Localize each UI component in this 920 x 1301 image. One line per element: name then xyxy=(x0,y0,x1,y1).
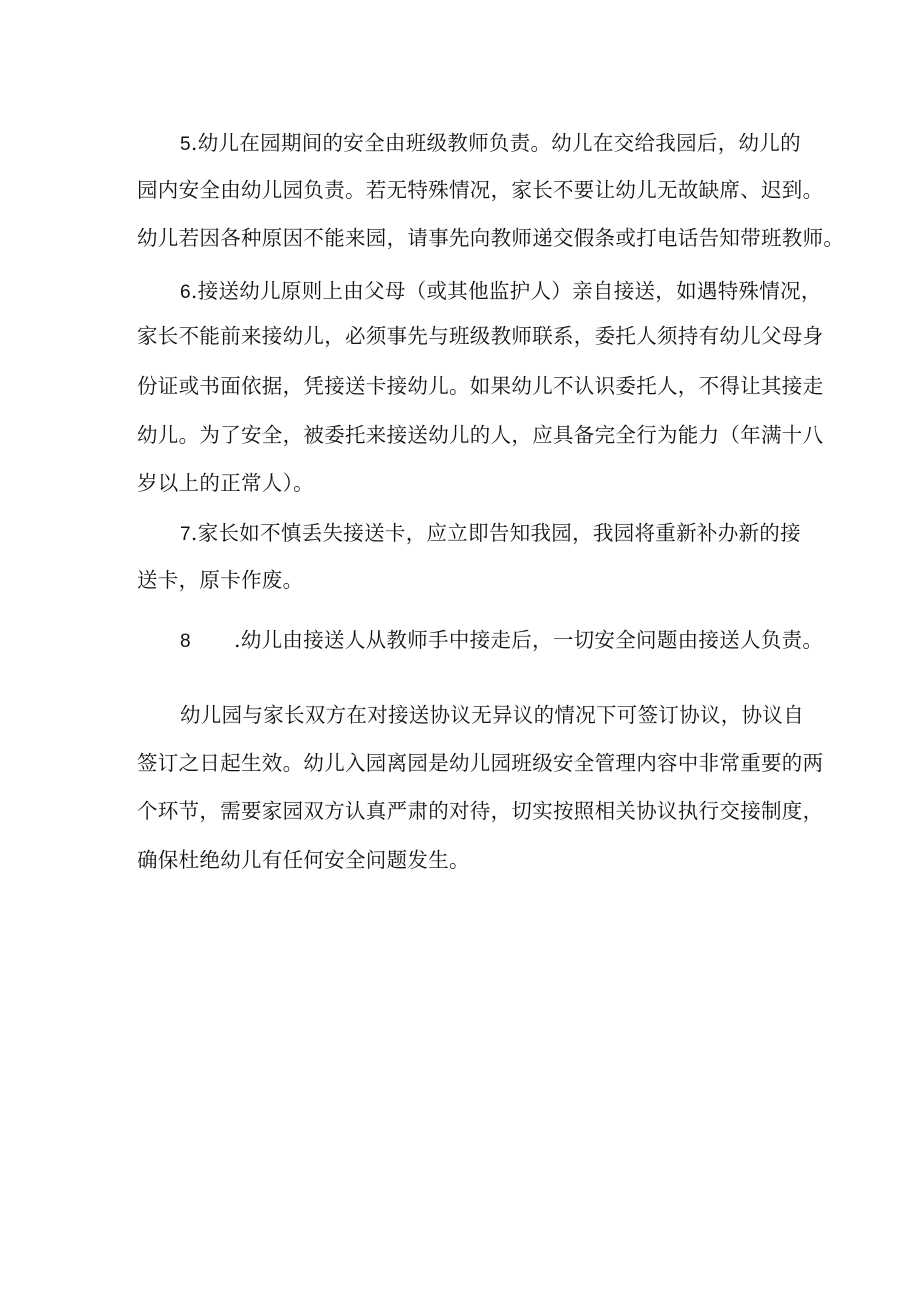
item-7-number: 7 xyxy=(180,524,191,545)
item-6-number: 6 xyxy=(180,282,191,303)
item-5-line-2: 园内安全由幼儿园负责。若无特殊情况，家长不要让幼儿无故缺席、迟到。 xyxy=(137,178,824,202)
item-6-text-1: 接送幼儿原则上由父母（或其他监护人）亲自接送，如遇特殊情况， xyxy=(197,279,822,303)
item-7-line-2: 送卡，原卡作废。 xyxy=(137,568,304,592)
item-6-separator: . xyxy=(190,279,198,303)
closing-line-2: 签订之日起生效。幼儿入园离园是幼儿园班级安全管理内容中非常重要的两 xyxy=(137,751,824,775)
item-7-separator: . xyxy=(190,521,198,545)
item-6-line-5: 岁以上的正常人）。 xyxy=(137,471,314,495)
closing-line-3: 个环节，需要家园双方认真严肃的对待，切实按照相关协议执行交接制度， xyxy=(137,799,824,823)
item-5-number: 5 xyxy=(180,134,191,155)
item-7-text-1: 家长如不慎丢失接送卡，应立即告知我园，我园将重新补办新的接 xyxy=(197,521,801,545)
item-8-line-1 xyxy=(180,626,823,656)
closing-line-4: 确保杜绝幼儿有任何安全问题发生。 xyxy=(137,848,470,872)
item-6-line-2: 家长不能前来接幼儿，必须事先与班级教师联系，委托人须持有幼儿父母身 xyxy=(137,324,824,348)
item-6-line-3: 份证或书面依据，凭接送卡接幼儿。如果幼儿不认识委托人，不得让其接走 xyxy=(137,374,824,398)
item-6-line-4: 幼儿。为了安全，被委托来接送幼儿的人，应具备完全行为能力（年满十八 xyxy=(137,423,824,447)
item-5-text-1: 幼儿在园期间的安全由班级教师负责。幼儿在交给我园后，幼儿的 xyxy=(197,131,801,155)
item-8-separator: . xyxy=(234,628,241,652)
item-5-line-1 xyxy=(180,129,801,159)
item-6-line-1 xyxy=(180,277,822,307)
closing-line-1: 幼儿园与家长双方在对接送协议无异议的情况下可签订协议，协议自 xyxy=(180,703,804,727)
item-8-number: 8 xyxy=(180,631,191,652)
item-7-line-1 xyxy=(180,519,801,549)
item-8-text-1: 幼儿由接送人从教师手中接走后，一切安全问题由接送人负责。 xyxy=(240,628,824,652)
item-5-line-3: 幼儿若因各种原因不能来园，请事先向教师递交假条或打电话告知带班教师。 xyxy=(137,226,845,250)
item-5-separator: . xyxy=(190,131,198,155)
